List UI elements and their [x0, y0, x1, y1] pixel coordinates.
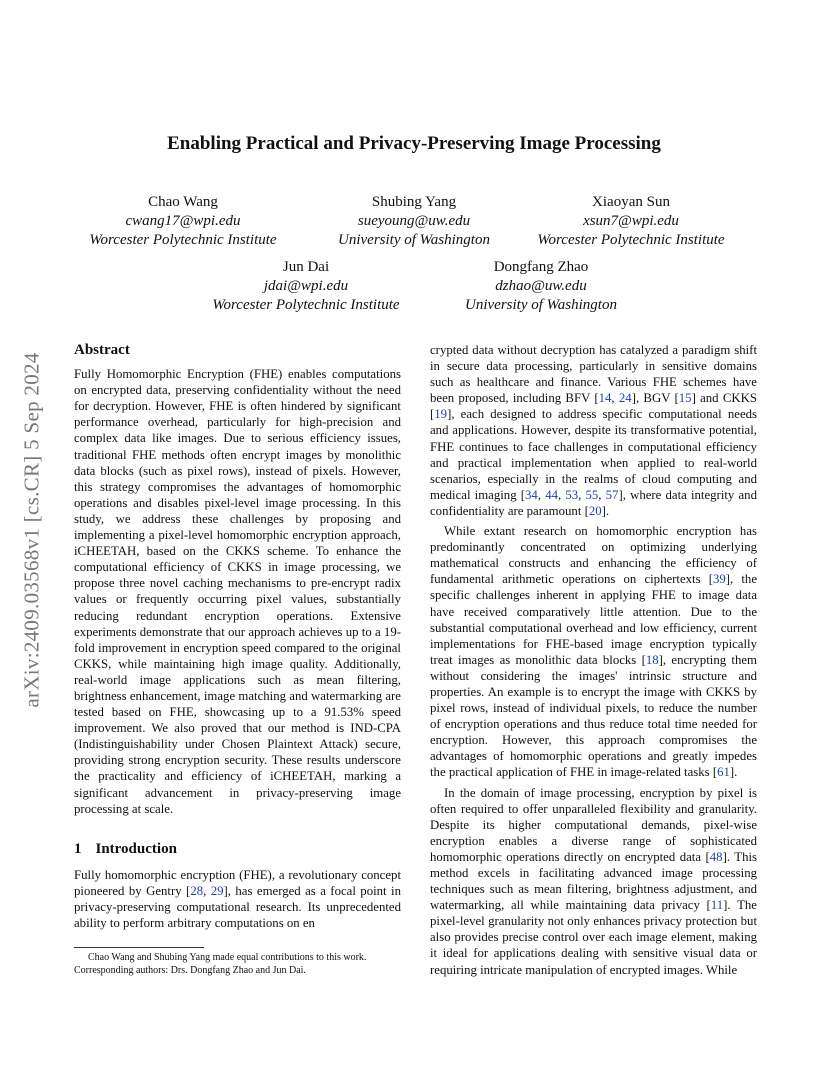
text-run: ], the specific challenges inherent in applying FHE to image data have received comparatively little attention. Due to the substantial computational overhead and low efficiency, current implementations for FHE-based image encryption typically treat images as monolithic data blocks [: [430, 572, 758, 667]
author-affiliation: Worcester Polytechnic Institute: [212, 297, 400, 313]
text-run: ,: [203, 883, 211, 898]
text-run: Fully homomorphic encryption (FHE), a revolutionary concept pioneered by Gentry [: [74, 867, 401, 898]
footnote: [74, 952, 404, 977]
text-run: ,: [557, 487, 566, 502]
text-run: crypted data without decryption has catalyzed a paradigm shift in secure data processing, particularly in sensitive domains such as healthcare and finance. Various FHE schemes have been proposed, including BFV [: [430, 343, 757, 406]
text-run: ,: [578, 487, 586, 502]
text-run: ].: [729, 765, 738, 780]
citation-link[interactable]: 48: [709, 849, 723, 864]
text-run: ].: [601, 503, 610, 518]
citation-link[interactable]: 15: [678, 391, 692, 406]
text-run: ,: [537, 487, 546, 502]
intro-paragraph: [74, 867, 401, 931]
footnote-line: Chao Wang and Shubing Yang made equal contributions to this work.: [88, 952, 367, 963]
author-email: cwang17@wpi.edu: [125, 213, 241, 229]
text-run: ]. The pixel-level granularity not only enhances privacy protection but also provides precise control over each image element, making it ideal for applications dealing with sensitive visual data or requiring intricate manipulation of encrypted images. While: [430, 898, 757, 977]
author-affiliation: University of Washington: [338, 232, 490, 248]
section-heading-introduction: [74, 841, 401, 857]
author-block: [294, 193, 534, 250]
author-block: [63, 193, 303, 250]
text-run: ], each designed to address specific computational needs and applications. However, despite its transformative potential, FHE continues to face challenges in computational efficiency and practical implementation when applied to real-world scenarios, especially in the realms of cloud computing and medical imaging [: [430, 407, 757, 502]
citation-link[interactable]: 29: [210, 883, 224, 898]
citation-link[interactable]: 53: [565, 487, 579, 502]
citation-link[interactable]: 14: [598, 391, 612, 406]
text-run: ], where data integrity and confidentiality are paramount [: [430, 487, 757, 518]
section-number: 1: [74, 840, 82, 857]
citation-link[interactable]: 39: [712, 572, 726, 587]
author-name: Xiaoyan Sun: [592, 194, 670, 210]
author-affiliation: University of Washington: [465, 297, 617, 313]
text-run: ]. This method excels in facilitating advanced image processing techniques such as mean filtering, brightness adjustment, and watermarking, all while maintaining data privacy [: [430, 849, 758, 913]
author-block: [421, 258, 661, 315]
text-run: ], has emerged as a focal point in privacy-preserving computational research. Its unprecedented ability to perform arbitrary computations on en: [74, 883, 401, 931]
citation-link[interactable]: 44: [545, 487, 558, 502]
arxiv-identifier: arXiv:2409.03568v1 [cs.CR] 5 Sep 2024: [19, 352, 44, 708]
left-column: [74, 342, 401, 931]
citation-link[interactable]: 19: [434, 407, 448, 422]
abstract-text: Fully Homomorphic Encryption (FHE) enables computations on encrypted data, preserving confidentiality without the need for decryption. However, FHE is often hindered by significant performance overhead, particularly for high-precision and complex data like images. Due to serious efficiency issues, traditional FHE methods often encrypt images by monolithic data blocks (such as pixel rows), instead of pixels. However, this strategy compromises the advantages of homomorphic operations and disables pixel-level image processing. In this study, we address these challenges by proposing and implementing a pixel-level homomorphic encryption approach, iCHEETAH, based on the CKKS scheme. To enhance the computational efficiency of CKKS in image processing, we propose three novel caching mechanisms to pre-encrypt radix values or frequently occurring pixel values, substantially reducing redundant encryption operations. Extensive experiments demonstrate that our approach achieves up to a 19-fold improvement in encryption speed compared to the original CKKS, while maintaining high image quality. Additionally, real-world image applications such as mean filtering, brightness enhancement, image matching and watermarking are tested based on FHE, showcasing up to a 91.53% speed improvement. We also proved that our method is IND-CPA (Indistinguishability under Chosen Plaintext Attack) secure, providing strong encryption security. These results underscore the practicality and efficiency of iCHEETAH, marking a significant advancement in privacy-preserving image processing at scale.: [74, 367, 401, 816]
text-run: ], BGV [: [631, 391, 679, 406]
author-affiliation: Worcester Polytechnic Institute: [89, 232, 277, 248]
author-email: sueyoung@uw.edu: [357, 213, 471, 229]
text-run: While extant research on homomorphic encryption has predominantly concentrated on optimizing underlying mathematical constructs and enhancing the efficiency of fundamental arithmetic operations on ciphertexts [: [430, 524, 757, 587]
author-email: dzhao@uw.edu: [495, 278, 587, 294]
author-name: Dongfang Zhao: [493, 259, 589, 275]
citation-link[interactable]: 20: [588, 503, 602, 518]
author-email: xsun7@wpi.edu: [583, 213, 679, 229]
abstract-heading: Abstract: [74, 342, 130, 358]
body-paragraph: [430, 523, 757, 781]
text-run: ,: [611, 391, 619, 406]
citation-link[interactable]: 28: [190, 883, 204, 898]
citation-link[interactable]: 24: [618, 391, 632, 406]
citation-link[interactable]: 57: [605, 487, 619, 502]
author-block: [186, 258, 426, 315]
arxiv-sidebar: [12, 290, 52, 770]
author-name: Jun Dai: [282, 259, 330, 275]
citation-link[interactable]: 61: [717, 765, 730, 780]
text-run: ,: [598, 487, 606, 502]
citation-link[interactable]: 18: [645, 652, 659, 667]
body-paragraph: [430, 785, 757, 978]
author-block: [511, 193, 751, 250]
section-title: Introduction: [95, 840, 177, 857]
author-name: Shubing Yang: [371, 194, 457, 210]
text-run: ] and CKKS [: [430, 391, 757, 422]
author-affiliation: Worcester Polytechnic Institute: [537, 232, 725, 248]
citation-link[interactable]: 34: [525, 487, 538, 502]
author-name: Chao Wang: [148, 194, 218, 210]
body-paragraph: [430, 342, 757, 519]
author-email: jdai@wpi.edu: [263, 278, 349, 294]
text-run: ], encrypting them without considering the images' intrinsic structure and properties. An example is to encrypt the image with CKKS by pixel rows, instead of individual pixels, to reduce the number of encryption operations and thus reduce total time needed for encryption. However, this approach compromises the advantages of homomorphic operations and greatly impedes the practical application of FHE in image-related tasks [: [430, 652, 757, 780]
footnote-divider: [74, 947, 204, 948]
citation-link[interactable]: 11: [710, 898, 724, 913]
right-column: [430, 342, 757, 978]
text-run: In the domain of image processing, encryption by pixel is often required to offer unparalleled flexibility and granularity. Despite its higher computational demands, pixel-wise encryption enables a diverse range of sophisticated homomorphic operations directly on encrypted data [: [430, 785, 757, 864]
citation-link[interactable]: 55: [585, 487, 599, 502]
paper-title: Enabling Practical and Privacy-Preserving Image Processing: [167, 133, 661, 154]
footnote-line: Corresponding authors: Drs. Dongfang Zhao and Jun Dai.: [74, 964, 306, 976]
